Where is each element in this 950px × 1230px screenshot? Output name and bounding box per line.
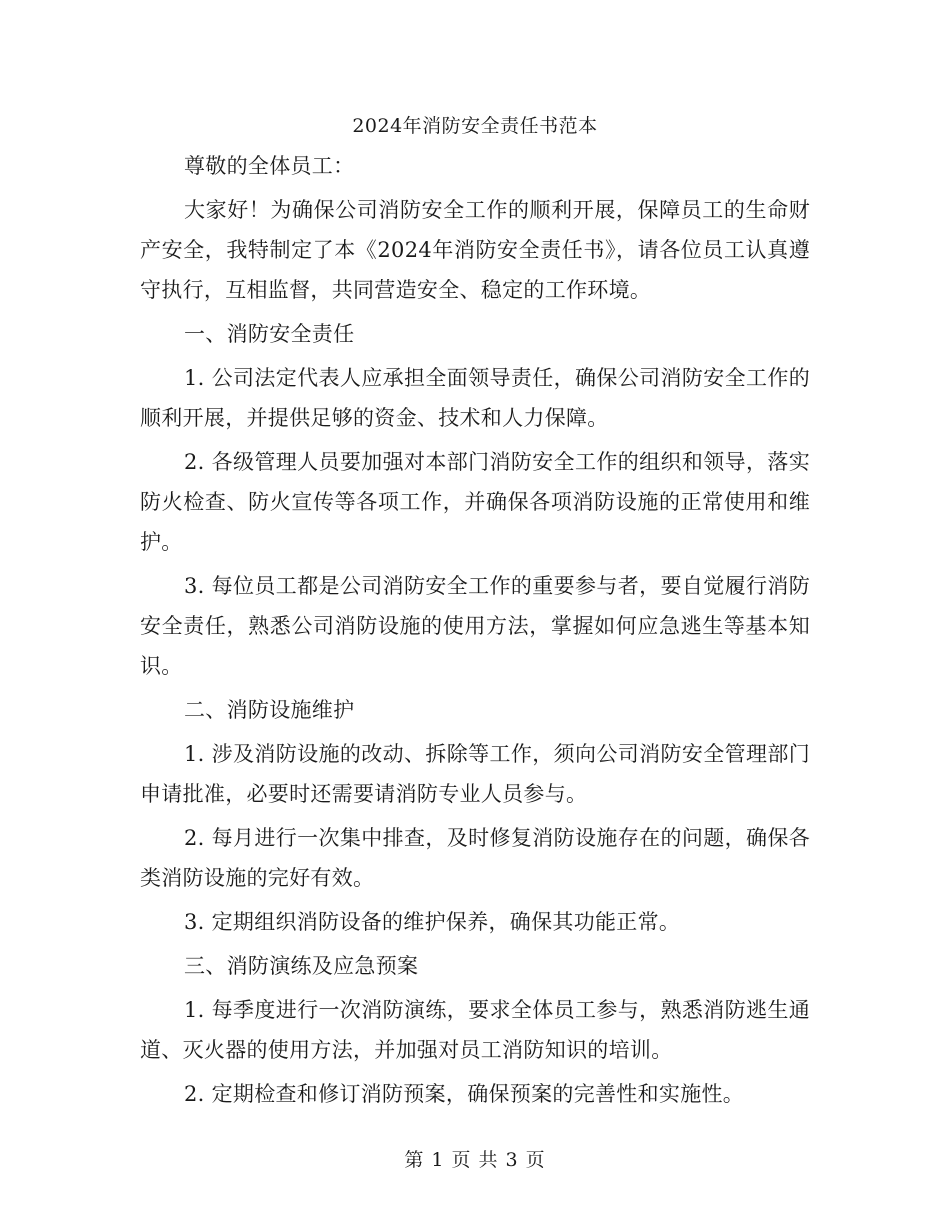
section3-item-2: 2. 定期检查和修订消防预案，确保预案的完善性和实施性。 bbox=[184, 1082, 745, 1106]
section1-item-3: 3. 每位员工都是公司消防安全工作的重要参与者，要自觉履行消防安全责任，熟悉公司消防设施的使用方法，掌握如何应急逃生等基本知识。 bbox=[140, 574, 810, 678]
section2-item-3: 3. 定期组织消防设备的维护保养，确保其功能正常。 bbox=[184, 910, 681, 934]
section1-item-2: 2. 各级管理人员要加强对本部门消防安全工作的组织和领导，落实防火检查、防火宣传等各项工作，并确保各项消防设施的正常使用和维护。 bbox=[140, 450, 810, 554]
document-title: 2024年消防安全责任书范本 bbox=[352, 115, 598, 137]
section-heading-1: 一、消防安全责任 bbox=[184, 322, 355, 346]
intro-paragraph: 大家好！为确保公司消防安全工作的顺利开展，保障员工的生命财产安全，我特制定了本《2024年消防安全责任书》，请各位员工认真遵守执行，互相监督，共同营造安全、稳定的工作环境。 bbox=[140, 198, 810, 302]
section-heading-2: 二、消防设施维护 bbox=[184, 698, 355, 722]
salutation: 尊敬的全体员工： bbox=[184, 154, 355, 178]
page-footer: 第 1 页 共 3 页 bbox=[404, 1149, 546, 1171]
section-heading-3: 三、消防演练及应急预案 bbox=[184, 954, 419, 978]
section2-item-2: 2. 每月进行一次集中排查，及时修复消防设施存在的问题，确保各类消防设施的完好有效。 bbox=[140, 826, 810, 890]
document-body bbox=[140, 146, 810, 1118]
section3-item-1: 1. 每季度进行一次消防演练，要求全体员工参与，熟悉消防逃生通道、灭火器的使用方法，并加强对员工消防知识的培训。 bbox=[140, 998, 810, 1062]
section2-item-1: 1. 涉及消防设施的改动、拆除等工作，须向公司消防安全管理部门申请批准，必要时还需要请消防专业人员参与。 bbox=[140, 742, 810, 806]
section1-item-1: 1. 公司法定代表人应承担全面领导责任，确保公司消防安全工作的顺利开展，并提供足够的资金、技术和人力保障。 bbox=[140, 366, 810, 430]
